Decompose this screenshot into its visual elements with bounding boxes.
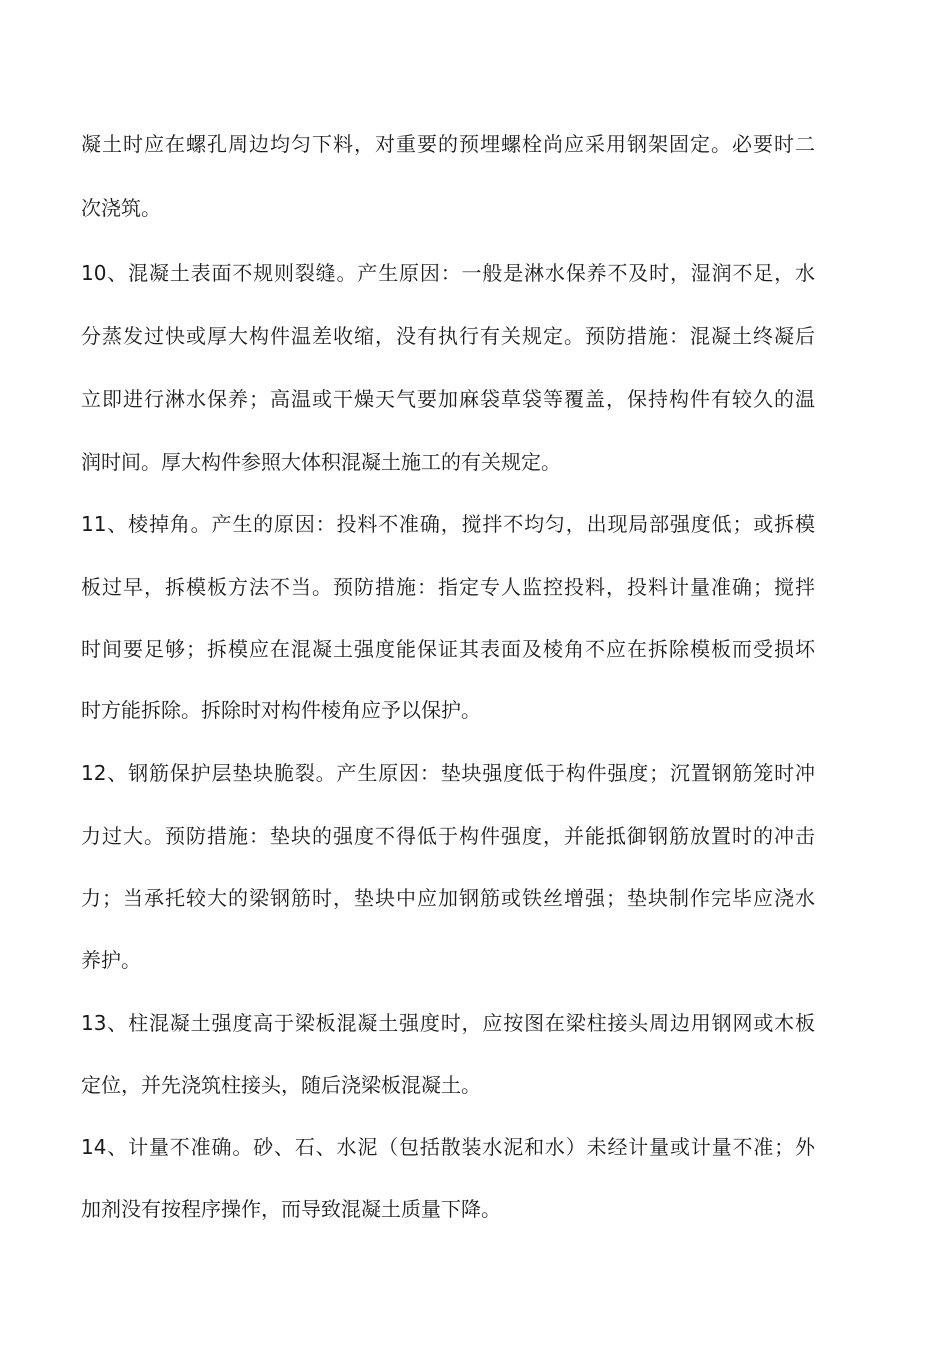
text-line: 润时间。厚大构件参照大体积混凝土施工的有关规定。 (81, 450, 561, 474)
text-line: 凝土时应在螺孔周边均匀下料，对重要的预埋螺栓尚应采用钢架固定。必要时二 (81, 132, 815, 156)
text-line: 定位，并先浇筑柱接头，随后浇梁板混凝土。 (81, 1073, 481, 1097)
text-line: 12、钢筋保护层垫块脆裂。产生原因：垫块强度低于构件强度；沉置钢筋笼时冲 (81, 761, 815, 785)
text-line: 力过大。预防措施：垫块的强度不得低于构件强度，并能抵御钢筋放置时的冲击 (81, 824, 815, 848)
text-line: 力；当承托较大的梁钢筋时，垫块中应加钢筋或铁丝增强；垫块制作完毕应浇水 (81, 886, 815, 910)
text-line: 14、计量不准确。砂、石、水泥（包括散装水泥和水）未经计量或计量不准；外 (81, 1135, 815, 1159)
text-line: 养护。 (81, 948, 141, 972)
text-line: 10、混凝土表面不规则裂缝。产生原因：一般是淋水保养不及时，湿润不足，水 (81, 261, 815, 285)
text-line: 加剂没有按程序操作，而导致混凝土质量下降。 (81, 1197, 501, 1221)
text-line: 板过早，拆模板方法不当。预防措施：指定专人监控投料，投料计量准确；搅拌 (81, 575, 815, 599)
text-line: 13、柱混凝土强度高于梁板混凝土强度时，应按图在梁柱接头周边用钢网或木板 (81, 1011, 815, 1035)
text-line: 11、棱掉角。产生的原因：投料不准确，搅拌不均匀，出现局部强度低；或拆模 (81, 512, 815, 536)
text-line: 立即进行淋水保养；高温或干燥天气要加麻袋草袋等覆盖，保持构件有较久的温 (81, 387, 815, 411)
text-line: 分蒸发过快或厚大构件温差收缩，没有执行有关规定。预防措施：混凝土终凝后 (81, 324, 815, 348)
text-line: 次浇筑。 (81, 196, 161, 220)
text-line: 时方能拆除。拆除时对构件棱角应予以保护。 (81, 698, 481, 722)
text-line: 时间要足够；拆模应在混凝土强度能保证其表面及棱角不应在拆除模板而受损坏 (81, 637, 815, 661)
